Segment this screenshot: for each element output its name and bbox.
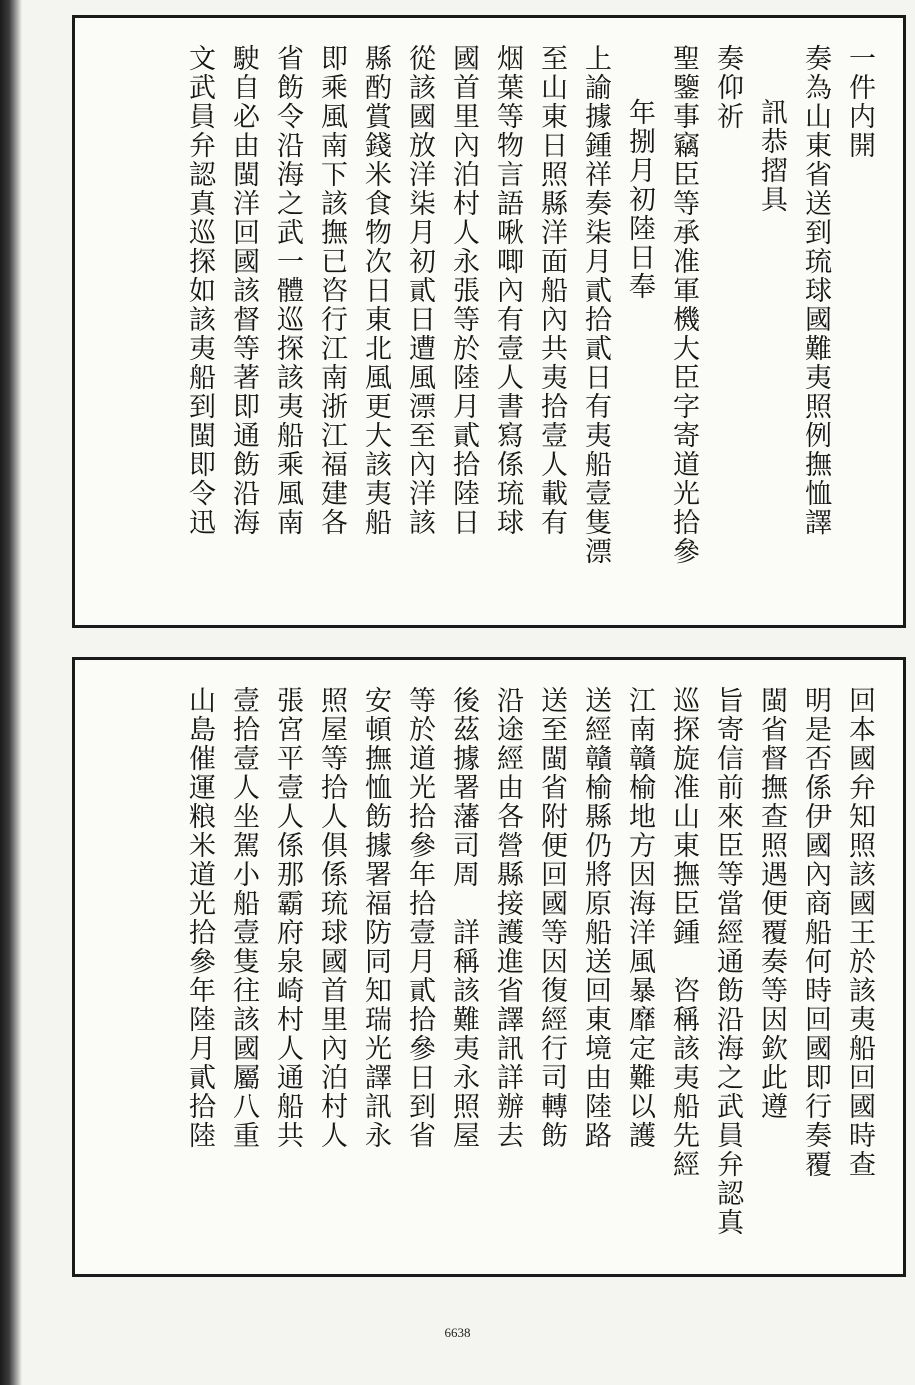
text-column: 奏為山東省送到琉球國難夷照例撫恤譯 <box>800 44 831 537</box>
text-column: 閩省督撫查照遇便覆奏等因欽此遵 <box>756 686 787 1121</box>
text-column: 駛自必由閩洋回國該督等著即通飭沿海 <box>228 44 259 537</box>
bottom-document-panel <box>72 657 906 1277</box>
text-column: 江南贛榆地方因海洋風暴靡定難以護 <box>624 686 655 1150</box>
text-column: 回本國弁知照該國王於該夷船回國時查 <box>844 686 875 1179</box>
text-column: 即乘風南下該撫已咨行江南浙江福建各 <box>316 44 347 537</box>
text-column: 文武員弁認真巡探如該夷船到閩即令迅 <box>184 44 215 537</box>
text-column: 旨寄信前來臣等當經通飭沿海之武員弁認真 <box>712 686 743 1237</box>
text-column: 烟葉等物言語啾唧內有壹人書寫係琉球 <box>492 44 523 537</box>
page-number: 6638 <box>444 1325 471 1340</box>
text-column: 縣酌賞錢米食物次日東北風更大該夷船 <box>360 44 391 537</box>
text-column: 沿途經由各營縣接護進省譯訊詳辦去 <box>492 686 523 1150</box>
text-column: 後茲據署藩司周 詳稱該難夷永照屋 <box>448 686 479 1150</box>
text-column: 省飭令沿海之武一體巡探該夷船乘風南 <box>272 44 303 537</box>
text-column: 奏仰祈 <box>712 44 743 131</box>
text-column: 聖鑒事竊臣等承准軍機大臣字寄道光拾參 <box>668 44 699 566</box>
text-column: 至山東日照縣洋面船內共夷拾壹人載有 <box>536 44 567 537</box>
top-document-panel <box>72 15 906 628</box>
text-column: 巡探旋准山東撫臣鍾 咨稱該夷船先經 <box>668 686 699 1179</box>
text-column: 照屋等拾人俱係琉球國首里內泊村人 <box>316 686 347 1150</box>
text-column: 送至閩省附便回國等因復經行司轉飭 <box>536 686 567 1150</box>
text-column: 送經贛榆縣仍將原船送回東境由陸路 <box>580 686 611 1150</box>
text-column: 年捌月初陸日奉 <box>624 98 655 301</box>
text-column: 壹拾壹人坐駕小船壹隻往該國屬八重 <box>228 686 259 1150</box>
text-column: 一件内開 <box>844 44 875 160</box>
text-column: 從該國放洋柒月初貳日遭風漂至內洋該 <box>404 44 435 537</box>
text-column: 安頓撫恤飭據署福防同知瑞光譯訊永 <box>360 686 391 1150</box>
text-column: 山島催運粮米道光拾參年陸月貳拾陸 <box>184 686 215 1150</box>
text-column: 上諭據鍾祥奏柒月貳拾貳日有夷船壹隻漂 <box>580 44 611 566</box>
text-column: 訊恭摺具 <box>756 98 787 214</box>
bottom-text-columns <box>177 686 881 1254</box>
book-spine-shadow <box>0 0 22 1385</box>
text-column: 等於道光拾參年拾壹月貳拾參日到省 <box>404 686 435 1150</box>
text-column: 明是否係伊國內商船何時回國即行奏覆 <box>800 686 831 1179</box>
top-text-columns <box>177 44 881 605</box>
text-column: 國首里內泊村人永張等於陸月貳拾陸日 <box>448 44 479 537</box>
text-column: 張宮平壹人係那霸府泉崎村人通船共 <box>272 686 303 1150</box>
